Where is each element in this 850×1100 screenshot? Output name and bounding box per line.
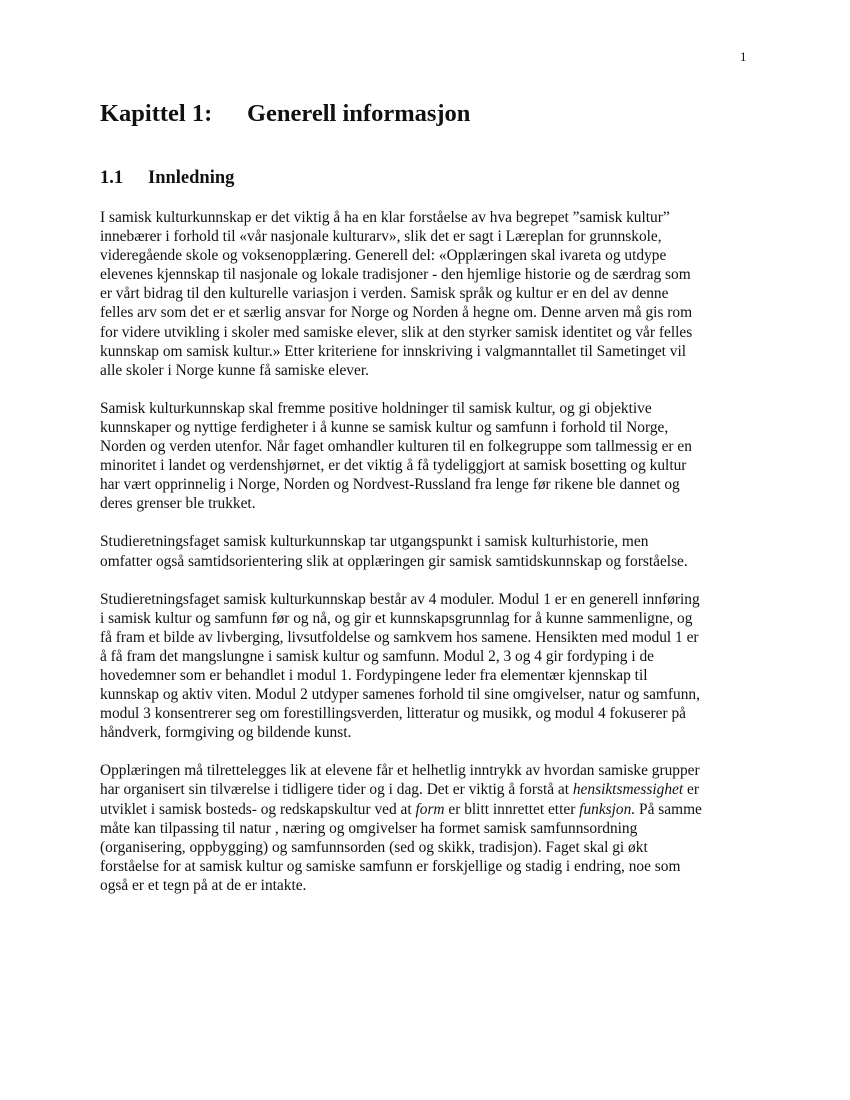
text-line: har vært opprinnelig i Norge, Norden og Nordvest-Russland fra lenge før rikene ble dannet og — [100, 476, 680, 494]
text-line: få fram et bilde av livberging, livsutfoldelse og samkvem hos samene. Hensikten med modul 1 er — [100, 628, 699, 646]
text-line: kunnskap om samisk kultur.» Etter kriteriene for innskriving i valgmanntallet til Sametinget vil — [100, 342, 687, 360]
text-line: Opplæringen må tilrettelegges lik at elevene får et helhetlig inntrykk av hvordan samiske grupper — [100, 762, 700, 780]
emphasis-term: form — [415, 800, 445, 818]
text-line: omfatter også samtidsorientering slik at opplæringen gir samisk samtidskunnskap og forståelse. — [100, 552, 688, 570]
text-line: håndverk, formgiving og bildende kunst. — [100, 724, 352, 742]
text-run: har organisert sin tilværelse i tidligere tider og i dag. Det er viktig å forstå at — [100, 781, 573, 799]
emphasis-term: funksjon. — [579, 800, 636, 818]
text-line: forståelse for at samisk kultur og samiske samfunn er forskjellige og stadig i endring, noe som — [100, 857, 681, 875]
section-number: 1.1 — [100, 168, 124, 188]
text-run: utviklet i samisk bosteds- og redskapskultur ved at — [100, 800, 416, 818]
text-run: er — [683, 781, 699, 799]
chapter-title: Generell informasjon — [247, 100, 471, 127]
text-line — [100, 780, 755, 799]
page-number: 1 — [740, 49, 747, 64]
text-line: i samisk kultur og samfunn før og nå, og gir et kunnskapsgrunnlag for å kunne sammenligne, og — [100, 609, 693, 627]
paragraph — [100, 208, 755, 380]
text-line: er vårt bidrag til den kulturelle variasjon i verden. Samisk språk og kultur er en del av denne — [100, 285, 669, 303]
text-line: videregående skole og voksenopplæring. Generell del: «Opplæringen skal ivareta og utdype — [100, 247, 667, 265]
text-line: felles arv som det er et særlig ansvar for Norge og Norden å hegne om. Denne arven må gis rom — [100, 304, 693, 322]
text-line: elevenes kjennskap til nasjonale og lokale tradisjoner - den hjemlige historie og de særdrag som — [100, 266, 691, 284]
text-line: modul 3 konsentrerer seg om forestillingsverden, litteratur og musikk, og modul 4 fokuserer på — [100, 705, 687, 723]
chapter-number: Kapittel 1: — [100, 100, 213, 127]
paragraph — [100, 761, 755, 895]
text-line: Samisk kulturkunnskap skal fremme positive holdninger til samisk kultur, og gi objektive — [100, 399, 652, 417]
text-line: (organisering, oppbygging) og samfunnsorden (sed og skikk, tradisjon). Faget skal gi økt — [100, 838, 648, 856]
paragraph — [100, 590, 755, 743]
text-line: innebærer i forhold til «vår nasjonale kulturarv», slik det er sagt i Læreplan for grunnskole, — [100, 228, 662, 246]
text-line: hovedemner som er behandlet i modul 1. Fordypingene leder fra elementær kjennskap til — [100, 666, 648, 684]
text-line: Studieretningsfaget samisk kulturkunnskap tar utgangspunkt i samisk kulturhistorie, men — [100, 533, 649, 551]
text-line: å få fram det mangslungne i samisk kultur og samfunn. Modul 2, 3 og 4 gir fordyping i de — [100, 647, 654, 665]
chapter-heading — [100, 98, 470, 130]
text-line — [100, 800, 755, 819]
text-line: for videre utvikling i skoler med samiske elever, slik at den styrker samisk identitet og vår felles — [100, 323, 693, 341]
text-line: I samisk kulturkunnskap er det viktig å ha en klar forståelse av hva begrepet ”samisk kultur” — [100, 209, 670, 226]
text-line: alle skoler i Norge kunne få samiske elever. — [100, 361, 369, 379]
text-line: måte kan tilpassing til natur , næring og omgivelser ha formet samisk samfunnsordning — [100, 819, 638, 837]
text-line: kunnskaper og nyttige ferdigheter i å kunne se samisk kultur og samfunn i forhold til Norge, — [100, 418, 669, 436]
text-line: Norden og verden utenfor. Når faget omhandler kulturen til en folkegruppe som tallmessig er en — [100, 438, 692, 456]
text-line: minoritet i landet og verdenshjørnet, er det viktig å få tydeliggjort at samisk bosetting og kultur — [100, 457, 687, 475]
emphasis-term: hensiktsmessighet — [572, 781, 684, 799]
text-run: På samme — [635, 800, 702, 818]
text-line: også er et tegn på at de er intakte. — [100, 876, 307, 894]
paragraph — [100, 399, 755, 514]
text-line: Studieretningsfaget samisk kulturkunnskap består av 4 moduler. Modul 1 er en generell innføring — [100, 590, 700, 608]
paragraph — [100, 532, 755, 570]
body-text — [100, 208, 755, 914]
text-run: er blitt innrettet etter — [444, 800, 580, 818]
section-title: Innledning — [148, 168, 235, 188]
section-heading — [100, 166, 234, 190]
text-line: kunnskap og aktiv viten. Modul 2 utdyper samenes forhold til sine omgivelser, natur og samfunn, — [100, 686, 700, 704]
text-line: deres grenser ble trukket. — [100, 495, 256, 513]
